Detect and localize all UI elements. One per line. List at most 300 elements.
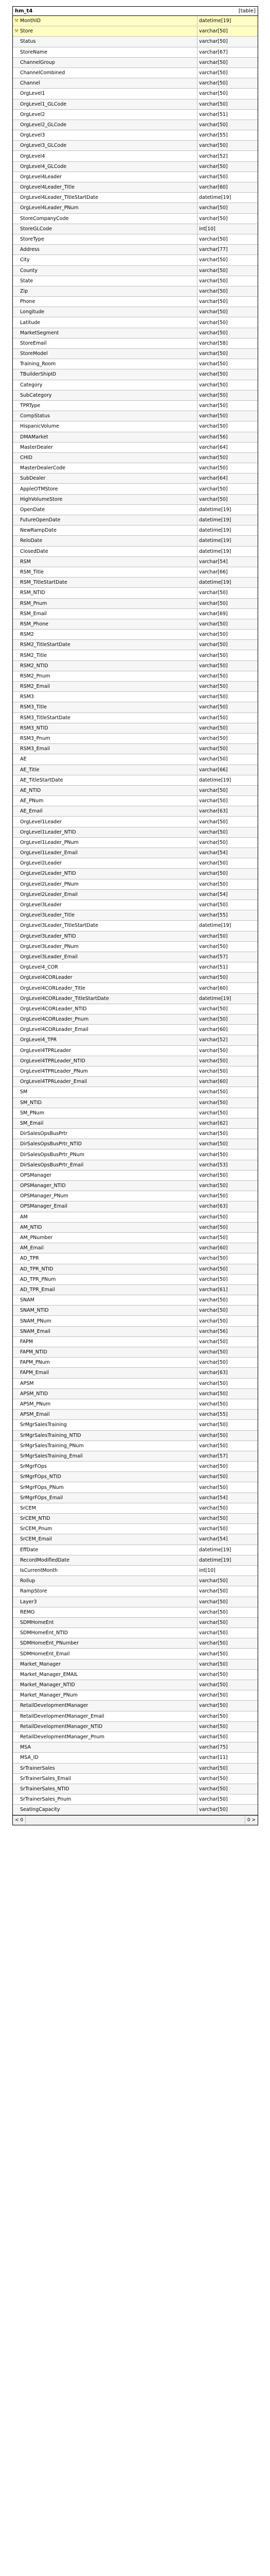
column-name: OrgLevel4Leader [20,174,62,180]
column-row[interactable] [13,391,258,401]
column-row[interactable] [13,1087,258,1097]
column-name: StoreModel [20,351,48,357]
column-row[interactable] [13,1638,258,1649]
column-row[interactable] [13,786,258,796]
column-type: varchar[50] [197,702,258,712]
column-type: varchar[50] [197,640,258,650]
column-name: Latitude [20,319,41,326]
column-row[interactable] [13,172,258,182]
column-row[interactable] [13,1201,258,1212]
column-name: OrgLevel4CORLeader_NTID [20,1006,87,1012]
column-row[interactable] [13,505,258,515]
column-row[interactable] [13,900,258,910]
column-row[interactable] [13,214,258,224]
column-row[interactable] [13,1732,258,1742]
column-name: APSM_PNum [20,1401,51,1408]
column-row[interactable] [13,359,258,369]
column-row[interactable] [13,255,258,265]
column-name: OrgLevel3 [20,132,45,139]
column-name: OpenDate [20,506,45,513]
column-name: SM_PNum [20,1110,45,1116]
column-row[interactable] [13,1337,258,1347]
column-row[interactable] [13,328,258,338]
column-row[interactable] [13,276,258,286]
column-row[interactable] [13,931,258,942]
column-row[interactable] [13,1493,258,1503]
column-row[interactable] [13,1566,258,1576]
column-row[interactable] [13,962,258,973]
column-row[interactable] [13,1784,258,1794]
column-name: ChannelCombined [20,70,65,76]
column-row[interactable] [13,609,258,619]
column-row[interactable] [13,1035,258,1045]
column-row[interactable] [13,307,258,317]
column-name: SrMgrFOps_PNum [20,1484,64,1490]
column-row[interactable] [13,37,258,47]
column-type: varchar[50] [197,796,258,806]
column-type: varchar[50] [197,401,258,411]
column-name: OrgLevel4TPRLeader [20,1047,71,1054]
column-name: RSM3_Title [20,704,47,710]
column-row[interactable] [13,1046,258,1056]
column-row[interactable] [13,26,258,37]
column-name: RSM_Email [20,611,47,617]
column-row[interactable] [13,713,258,723]
column-name: SrCEM_Pnum [20,1526,52,1532]
column-row[interactable] [13,1306,258,1316]
column-row[interactable] [13,1129,258,1139]
column-row[interactable] [13,130,258,141]
column-row[interactable] [13,1295,258,1306]
column-type: varchar[50] [197,120,258,130]
column-row[interactable] [13,1701,258,1711]
column-row[interactable] [13,1534,258,1545]
column-type: varchar[50] [197,484,258,494]
column-name: Market_Manager_EMAIL [20,1671,78,1677]
column-row[interactable] [13,1347,258,1358]
column-type: varchar[50] [197,1805,258,1815]
column-row[interactable] [13,432,258,443]
column-type: varchar[50] [197,1098,258,1108]
column-row[interactable] [13,1805,258,1815]
column-row[interactable] [13,973,258,983]
column-type: varchar[53] [197,1160,258,1170]
column-row[interactable] [13,983,258,993]
column-type: varchar[50] [197,1171,258,1180]
column-row[interactable] [13,297,258,307]
column-type: varchar[57] [197,952,258,962]
column-row[interactable] [13,994,258,1004]
column-row[interactable] [13,578,258,588]
column-row[interactable] [13,266,258,276]
column-row[interactable] [13,952,258,962]
column-type: varchar[50] [197,58,258,67]
column-name: AE_TitleStartDate [20,777,63,783]
column-row[interactable] [13,1597,258,1607]
column-row[interactable] [13,68,258,78]
column-type: varchar[50] [197,1701,258,1710]
column-type: varchar[50] [197,1181,258,1191]
column-row[interactable] [13,1077,258,1087]
column-row[interactable] [13,234,258,245]
column-name: Category [20,382,43,388]
column-row[interactable] [13,401,258,411]
column-name: State [20,278,33,284]
children-count[interactable]: 0 > [247,1818,256,1823]
column-row[interactable] [13,650,258,660]
column-row[interactable] [13,380,258,391]
column-row[interactable] [13,141,258,151]
column-row[interactable] [13,1545,258,1555]
column-name: MarketSegment [20,330,59,336]
column-type: varchar[50] [197,328,258,338]
column-type: varchar[50] [197,1253,258,1263]
column-row[interactable] [13,1420,258,1430]
column-name: RetailDevelopmentManager [20,1703,88,1709]
column-row[interactable] [13,1649,258,1659]
column-row[interactable] [13,1441,258,1451]
column-name: OrgLevel4TPRLeader_NTID [20,1058,85,1064]
column-name: MSA [20,1744,31,1751]
column-row[interactable] [13,1555,258,1566]
column-name: RSM_Phone [20,621,49,627]
column-row[interactable] [13,682,258,692]
column-type: varchar[50] [197,380,258,390]
column-type: varchar[63] [197,806,258,816]
column-row[interactable] [13,734,258,744]
column-row[interactable] [13,110,258,120]
column-row[interactable] [13,723,258,734]
column-type: varchar[50] [197,255,258,265]
column-row[interactable] [13,1368,258,1378]
column-type: varchar[50] [197,1358,258,1367]
column-name: SM_Email [20,1120,44,1126]
column-row[interactable] [13,1607,258,1618]
column-row[interactable] [13,536,258,546]
column-row[interactable] [13,1576,258,1586]
column-row[interactable] [13,473,258,484]
column-row[interactable] [13,1253,258,1264]
column-row[interactable] [13,1670,258,1680]
column-row[interactable] [13,848,258,858]
column-type: varchar[50] [197,297,258,307]
column-row[interactable] [13,910,258,921]
column-name: OrgLevel4_GLCode [20,163,67,170]
column-row[interactable] [13,349,258,359]
column-type: varchar[50] [197,879,258,889]
column-row[interactable] [13,858,258,869]
column-name: OrgLevel2Leader_NTID [20,871,76,877]
column-row[interactable] [13,1764,258,1774]
column-type: varchar[50] [197,1482,258,1492]
column-type: datetime[19] [197,994,258,1004]
column-row[interactable] [13,1462,258,1472]
column-row[interactable] [13,588,258,598]
column-row[interactable] [13,421,258,432]
column-type: varchar[50] [197,349,258,359]
column-row[interactable] [13,692,258,702]
column-name: APSM [20,1380,34,1386]
column-name: SNAM_PNum [20,1318,51,1324]
column-row[interactable] [13,838,258,848]
column-row[interactable] [13,89,258,99]
column-row[interactable] [13,1118,258,1129]
column-row[interactable] [13,453,258,463]
column-name: OrgLevel3Leader [20,902,62,908]
column-row[interactable] [13,796,258,806]
column-type: varchar[54] [197,1534,258,1544]
column-row[interactable] [13,567,258,578]
column-type: int[10] [197,1566,258,1575]
column-type: varchar[58] [197,338,258,348]
column-row[interactable] [13,162,258,172]
column-row[interactable] [13,1774,258,1784]
column-type: varchar[50] [197,214,258,224]
column-row[interactable] [13,443,258,453]
column-row[interactable] [13,463,258,473]
column-row[interactable] [13,1722,258,1732]
column-row[interactable] [13,1212,258,1223]
column-type: varchar[50] [197,1389,258,1399]
column-row[interactable] [13,484,258,494]
column-type: varchar[50] [197,1586,258,1596]
column-row[interactable] [13,1586,258,1597]
column-row[interactable] [13,1285,258,1295]
column-row[interactable] [13,640,258,650]
column-row[interactable] [13,1503,258,1514]
column-row[interactable] [13,942,258,952]
column-name: SNAM_NTID [20,1308,49,1314]
column-name: SrMgrSalesTraining_NTID [20,1432,81,1438]
column-name: RetailDevelopmentManager_Email [20,1713,104,1719]
column-name: RetailDevelopmentManager_Pnum [20,1734,105,1740]
column-row[interactable] [13,827,258,838]
column-name: AE [20,756,27,762]
column-row[interactable] [13,1025,258,1035]
column-row[interactable] [13,1171,258,1181]
column-row[interactable] [13,1066,258,1077]
column-row[interactable] [13,1056,258,1066]
column-name: OrgLevel3_GLCode [20,143,67,149]
column-row[interactable] [13,495,258,505]
column-name: OrgLevel4CORLeader_Email [20,1027,88,1033]
column-row[interactable] [13,526,258,536]
column-row[interactable] [13,1690,258,1701]
column-row[interactable] [13,765,258,775]
column-type: varchar[50] [197,1129,258,1139]
column-row[interactable] [13,1514,258,1524]
column-type: varchar[50] [197,1659,258,1669]
table-node[interactable] [12,6,258,1825]
column-row[interactable] [13,1275,258,1285]
column-row[interactable] [13,1358,258,1368]
column-row[interactable] [13,661,258,671]
column-row[interactable] [13,744,258,754]
column-row[interactable] [13,671,258,682]
column-row[interactable] [13,224,258,234]
column-row[interactable] [13,1316,258,1326]
column-row[interactable] [13,869,258,879]
column-type: varchar[50] [197,317,258,327]
footer-spacer [25,1816,245,1825]
column-row[interactable] [13,775,258,786]
column-name: CHID [20,454,32,461]
column-type: varchar[50] [197,1004,258,1014]
column-type: varchar[50] [197,1223,258,1232]
column-row[interactable] [13,921,258,931]
column-row[interactable] [13,369,258,380]
column-name: APSM_NTID [20,1391,48,1397]
column-row[interactable] [13,1742,258,1753]
column-row[interactable] [13,1191,258,1201]
column-row[interactable] [13,286,258,297]
column-type: varchar[50] [197,744,258,754]
column-name: OrgLevel4Leader_TitleStartDate [20,195,98,201]
column-row[interactable] [13,515,258,526]
column-row[interactable] [13,702,258,713]
column-row[interactable] [13,754,258,765]
column-row[interactable] [13,1410,258,1420]
column-type: varchar[60] [197,182,258,192]
column-row[interactable] [13,890,258,900]
column-row[interactable] [13,16,258,26]
column-name: OrgLevel3Leader_Title [20,912,75,919]
column-row[interactable] [13,1379,258,1389]
column-name: Layer3 [20,1599,37,1605]
column-type: varchar[50] [197,754,258,764]
column-row[interactable] [13,1327,258,1337]
table-header[interactable] [13,7,258,16]
column-name: TPRType [20,403,41,409]
column-row[interactable] [13,78,258,89]
column-name: RSM3 [20,694,34,700]
column-type: varchar[50] [197,1306,258,1315]
column-row[interactable] [13,1181,258,1191]
column-type: varchar[50] [197,1337,258,1347]
column-row[interactable] [13,1098,258,1108]
column-row[interactable] [13,1233,258,1243]
column-row[interactable] [13,151,258,161]
column-name: SrCEM_Email [20,1536,52,1543]
column-type: varchar[60] [197,1025,258,1035]
column-row[interactable] [13,338,258,349]
column-type: varchar[61] [197,1285,258,1295]
column-row[interactable] [13,806,258,817]
column-type: varchar[60] [197,1077,258,1087]
column-row[interactable] [13,1014,258,1025]
column-name: OrgLevel4TPRLeader_Email [20,1079,87,1085]
column-row[interactable] [13,1711,258,1722]
column-type: varchar[50] [197,1379,258,1388]
column-type: varchar[69] [197,609,258,619]
column-row[interactable] [13,182,258,193]
column-type: varchar[11] [197,1753,258,1762]
column-name: OrgLevel3Leader_Email [20,954,78,960]
column-type: varchar[50] [197,942,258,952]
column-name: APSM_Email [20,1412,50,1418]
column-row[interactable] [13,193,258,203]
column-row[interactable] [13,1628,258,1638]
column-row[interactable] [13,58,258,68]
column-row[interactable] [13,120,258,130]
column-type: varchar[50] [197,817,258,826]
column-list [13,16,258,1815]
column-name: SNAM_Email [20,1328,50,1334]
column-row[interactable] [13,547,258,557]
column-row[interactable] [13,630,258,640]
column-row[interactable] [13,1139,258,1149]
column-name: StoreEmail [20,340,47,346]
column-row[interactable] [13,1451,258,1462]
column-row[interactable] [13,1753,258,1763]
column-type: varchar[50] [197,1462,258,1471]
column-row[interactable] [13,599,258,609]
column-name: OrgLevel1Leader_NTID [20,829,76,835]
column-row[interactable] [13,99,258,110]
column-type: int[10] [197,224,258,234]
column-name: SM [20,1089,28,1095]
column-row[interactable] [13,1680,258,1690]
column-row[interactable] [13,1264,258,1275]
column-row[interactable] [13,1399,258,1410]
column-type: varchar[50] [197,1680,258,1690]
column-name: SDMHomeEnt_Email [20,1651,70,1657]
column-row[interactable] [13,1223,258,1233]
column-row[interactable] [13,619,258,630]
column-name: TBuilderShipID [20,371,57,378]
column-row[interactable] [13,1149,258,1160]
column-row[interactable] [13,245,258,255]
column-type: varchar[50] [197,1056,258,1066]
column-type: varchar[50] [197,1514,258,1523]
column-name: DirSalesOpsBusPrtr_PNum [20,1151,85,1158]
parents-count[interactable]: < 0 [15,1818,24,1823]
column-row[interactable] [13,879,258,890]
column-row[interactable] [13,1431,258,1441]
column-row[interactable] [13,203,258,213]
column-name: OrgLevel1_GLCode [20,101,67,107]
column-row[interactable] [13,557,258,567]
column-name: RSM3_Email [20,746,50,752]
column-type: varchar[50] [197,1275,258,1284]
column-row[interactable] [13,317,258,328]
column-type: varchar[50] [197,411,258,421]
column-row[interactable] [13,817,258,827]
column-row[interactable] [13,1618,258,1628]
column-type: varchar[50] [197,630,258,639]
column-row[interactable] [13,47,258,58]
column-type: varchar[50] [197,307,258,317]
column-name: SDMHomeEnt_PNumber [20,1640,79,1647]
column-row[interactable] [13,411,258,421]
column-type: varchar[50] [197,266,258,276]
column-row[interactable] [13,1243,258,1253]
column-row[interactable] [13,1524,258,1534]
column-row[interactable] [13,1659,258,1670]
column-name: OrgLevel4Leader_PNum [20,205,79,211]
column-row[interactable] [13,1482,258,1493]
column-row[interactable] [13,1160,258,1171]
column-row[interactable] [13,1004,258,1014]
column-row[interactable] [13,1472,258,1482]
column-type: varchar[50] [197,1711,258,1721]
column-type: varchar[50] [197,1618,258,1628]
column-row[interactable] [13,1108,258,1118]
column-type: varchar[63] [197,1368,258,1378]
column-row[interactable] [13,1794,258,1805]
column-name: OPSManager_NTID [20,1183,66,1189]
column-row[interactable] [13,1389,258,1399]
